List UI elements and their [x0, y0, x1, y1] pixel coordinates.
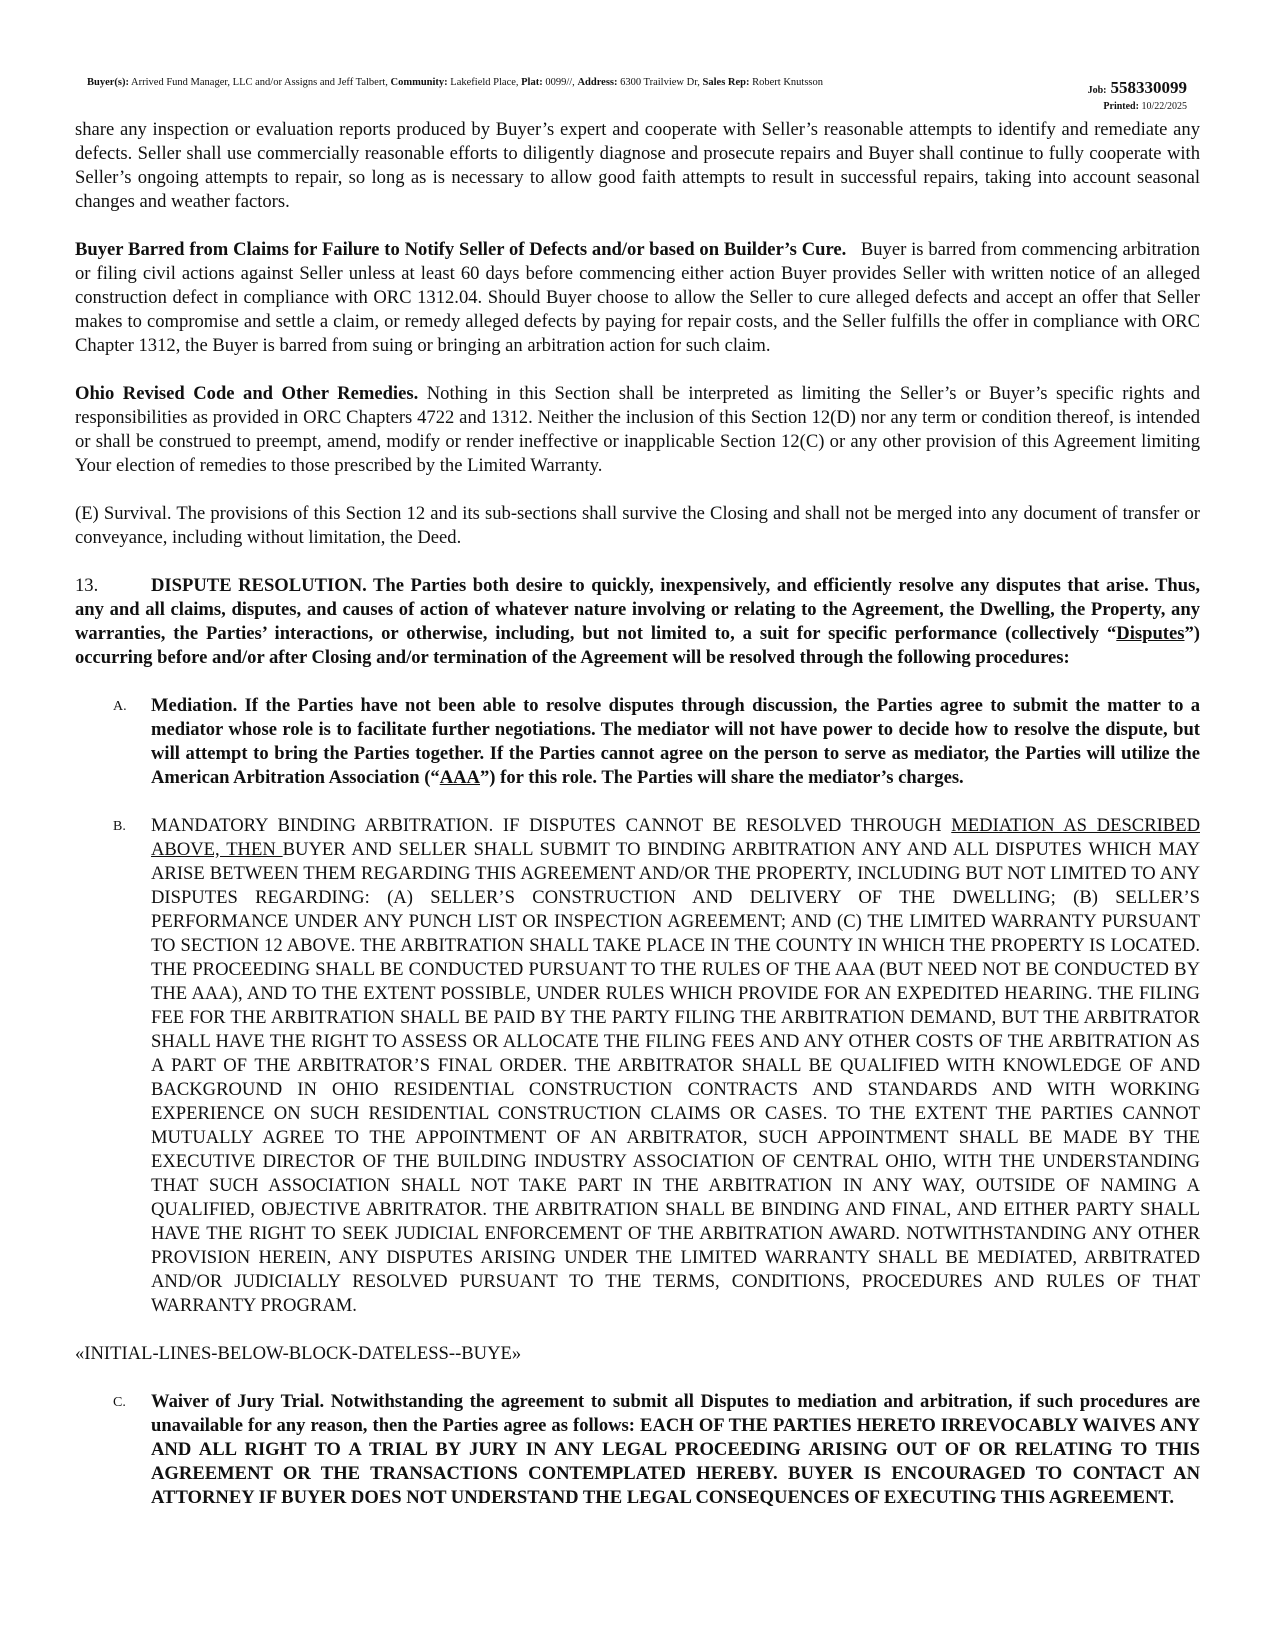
section-13-number: 13. [75, 575, 99, 596]
aaa-defined-term: AAA [439, 767, 480, 788]
plat-label: Plat: [521, 77, 543, 88]
page-header [87, 77, 1187, 117]
job-number-block [1088, 78, 1187, 98]
arbitration-text-before: MANDATORY BINDING ARBITRATION. IF DISPUTES CANNOT BE RESOLVED THROUGH [151, 815, 952, 836]
item-marker-b: B. [113, 819, 126, 834]
ohio-code-text: Nothing in this Section shall be interpreted as limiting the Seller’s or Buyer’s specific rights and responsibilities as provided in ORC Chapters 4722 and 1312. Neither the inclusion of this Section 12(D) nor any term or condition thereof, is intended or shall be construed to preempt, amend, modify or render ineffective or inapplicable Section 12(C) or any other provision of this Agreement limiting Your election of remedies to those prescribed by the Limited Warranty. [75, 383, 1200, 476]
item-marker-a: A. [113, 699, 127, 714]
initial-lines-placeholder: «INITIAL-LINES-BELOW-BLOCK-DATELESS--BUYE» [75, 1343, 522, 1364]
section-13-text-before: DISPUTE RESOLUTION. The Parties both desire to quickly, inexpensively, and efficiently resolve any disputes that arise. Thus, any and all claims, disputes, and causes of action of whatever nature involving or relating to the Agreement, the Dwelling, the Property, any warranties, the Parties’ interactions, or otherwise, including, but not limited to, a suit for specific performance (collectively “ [75, 575, 1200, 644]
community-label: Community: [390, 77, 448, 88]
sales-rep-value: Robert Knutsson [752, 77, 824, 88]
disputes-defined-term: Disputes [1116, 623, 1185, 644]
sales-rep-label: Sales Rep: [702, 77, 750, 88]
mediation-text-before: Mediation. If the Parties have not been able to resolve disputes through discussion, the Parties agree to submit the matter to a mediator whose role is to facilitate further negotiations. The mediator will not have power to decide how to resolve the dispute, but will attempt to bring the Parties together. If the Parties cannot agree on the person to serve as mediator, the Parties will utilize the American Arbitration Association (“ [151, 695, 1200, 788]
section-13-dispute-resolution [75, 574, 1200, 670]
mediation-text-after: ”) for this role. The Parties will share the mediator’s charges. [480, 767, 964, 788]
header-info-line [87, 77, 823, 88]
arbitration-item [75, 814, 1200, 1318]
printed-date-block [1103, 101, 1187, 112]
ohio-code-paragraph [75, 382, 1200, 478]
buyer-value: Arrived Fund Manager, LLC and/or Assigns and Jeff Talbert, [131, 77, 388, 88]
printed-label: Printed: [1103, 101, 1139, 112]
jury-waiver-item [75, 1390, 1200, 1510]
section-13-text-after: ”) occurring before and/or after Closing and/or termination of the Agreement will be resolved through the following procedures: [75, 623, 1200, 668]
arbitration-text-after: BUYER AND SELLER SHALL SUBMIT TO BINDING ARBITRATION ANY AND ALL DISPUTES WHICH MAY ARISE BETWEEN THEM REGARDING THIS AGREEMENT AND/OR THE PROPERTY, INCLUDING BUT NOT LIMITED TO ANY DISPUTES REGARDING: (A) SELLER’S CONSTRUCTION AND DELIVERY OF THE DWELLING; (B) SELLER’S PERFORMANCE UNDER ANY PUNCH LIST OR INSPECTION AGREEMENT; AND (C) THE LIMITED WARRANTY PURSUANT TO SECTION 12 ABOVE. THE ARBITRATION SHALL TAKE PLACE IN THE COUNTY IN WHICH THE PROPERTY IS LOCATED. THE PROCEEDING SHALL BE CONDUCTED PURSUANT TO THE RULES OF THE AAA (BUT NEED NOT BE CONDUCTED BY THE AAA), AND TO THE EXTENT POSSIBLE, UNDER RULES WHICH PROVIDE FOR AN EXPEDITED HEARING. THE FILING FEE FOR THE ARBITRATION SHALL BE PAID BY THE PARTY FILING THE ARBITRATION DEMAND, BUT THE ARBITRATOR SHALL HAVE THE RIGHT TO ASSESS OR ALLOCATE THE FILING FEES AND ANY OTHER COSTS OF THE ARBITRATION AS A PART OF THE ARBITRATOR’S FINAL ORDER. THE ARBITRATOR SHALL BE QUALIFIED WITH KNOWLEDGE OF AND BACKGROUND IN OHIO RESIDENTIAL CONSTRUCTION CONTRACTS AND STANDARDS AND WITH WORKING EXPERIENCE ON SUCH RESIDENTIAL CONSTRUCTION CLAIMS OR CASES. TO THE EXTENT THE PARTIES CANNOT MUTUALLY AGREE TO THE APPOINTMENT OF AN ARBITRATOR, SUCH APPOINTMENT SHALL BE MADE BY THE EXECUTIVE DIRECTOR OF THE BUILDING INDUSTRY ASSOCIATION OF CENTRAL OHIO, WITH THE UNDERSTANDING THAT SUCH ASSOCIATION SHALL NOT TAKE PART IN THE ARBITRATION IN ANY WAY, OUTSIDE OF NAMING A QUALIFIED, OBJECTIVE ABRITRATOR. THE ARBITRATION SHALL BE BINDING AND FINAL, AND EITHER PARTY SHALL HAVE THE RIGHT TO SEEK JUDICIAL ENFORCEMENT OF THE ARBITRATION AWARD. NOTWITHSTANDING ANY OTHER PROVISION HEREIN, ANY DISPUTES ARISING UNDER THE LIMITED WARRANTY SHALL BE MEDIATED, ARBITRATED AND/OR JUDICIALLY RESOLVED PURSUANT TO THE TERMS, CONDITIONS, PROCEDURES AND RULES OF THAT WARRANTY PROGRAM. [151, 839, 1200, 1316]
buyer-barred-heading: Buyer Barred from Claims for Failure to Notify Seller of Defects and/or based on Builder’s Cure. [75, 239, 847, 260]
buyer-barred-paragraph [75, 238, 1200, 358]
ohio-code-heading: Ohio Revised Code and Other Remedies. [75, 383, 419, 404]
item-marker-c: C. [113, 1395, 126, 1410]
arbitration-underlined-text: MEDIATION AS DESCRIBED ABOVE, THEN [151, 815, 1200, 860]
survival-paragraph: (E) Survival. The provisions of this Section 12 and its sub-sections shall survive the Closing and shall not be merged into any document of transfer or conveyance, including without limitation, the Deed. [75, 503, 1200, 548]
address-label: Address: [577, 77, 618, 88]
job-label: Job: [1087, 85, 1107, 96]
plat-value: 0099//, [545, 77, 575, 88]
printed-date: 10/22/2025 [1141, 101, 1187, 112]
address-value: 6300 Trailview Dr, [620, 77, 700, 88]
buyer-barred-text: Buyer is barred from commencing arbitration or filing civil actions against Seller unless at least 60 days before commencing either action Buyer provides Seller with written notice of an alleged construction defect in compliance with ORC 1312.04. Should Buyer choose to allow the Seller to cure alleged defects and accept an offer that Seller makes to compromise and settle a claim, or remedy alleged defects by paying for repair costs, and the Seller fulfills the offer in compliance with ORC Chapter 1312, the Buyer is barred from suing or bringing an arbitration action for such claim. [75, 239, 1200, 356]
continuation-paragraph: share any inspection or evaluation reports produced by Buyer’s expert and cooperate with Seller’s reasonable attempts to identify and remediate any defects. Seller shall use commercially reasonable efforts to diligently diagnose and prosecute repairs and Buyer shall continue to fully cooperate with Seller’s ongoing attempts to repair, so long as is necessary to allow good faith attempts to result in successful repairs, taking into account seasonal changes and weather factors. [75, 119, 1200, 212]
job-number: 558330099 [1110, 78, 1187, 97]
community-value: Lakefield Place, [450, 77, 519, 88]
mediation-item [75, 694, 1200, 790]
buyer-label: Buyer(s): [87, 77, 129, 88]
document-body [75, 118, 1200, 1510]
jury-waiver-text: Waiver of Jury Trial. Notwithstanding the agreement to submit all Disputes to mediation and arbitration, if such procedures are unavailable for any reason, then the Parties agree as follows: EACH OF THE PARTIES HERETO IRREVOCABLY WAIVES ANY AND ALL RIGHT TO A TRIAL BY JURY IN ANY LEGAL PROCEEDING ARISING OUT OF OR RELATING TO THIS AGREEMENT OR THE TRANSACTIONS CONTEMPLATED HEREBY. BUYER IS ENCOURAGED TO CONTACT AN ATTORNEY IF BUYER DOES NOT UNDERSTAND THE LEGAL CONSEQUENCES OF EXECUTING THIS AGREEMENT. [151, 1391, 1200, 1508]
